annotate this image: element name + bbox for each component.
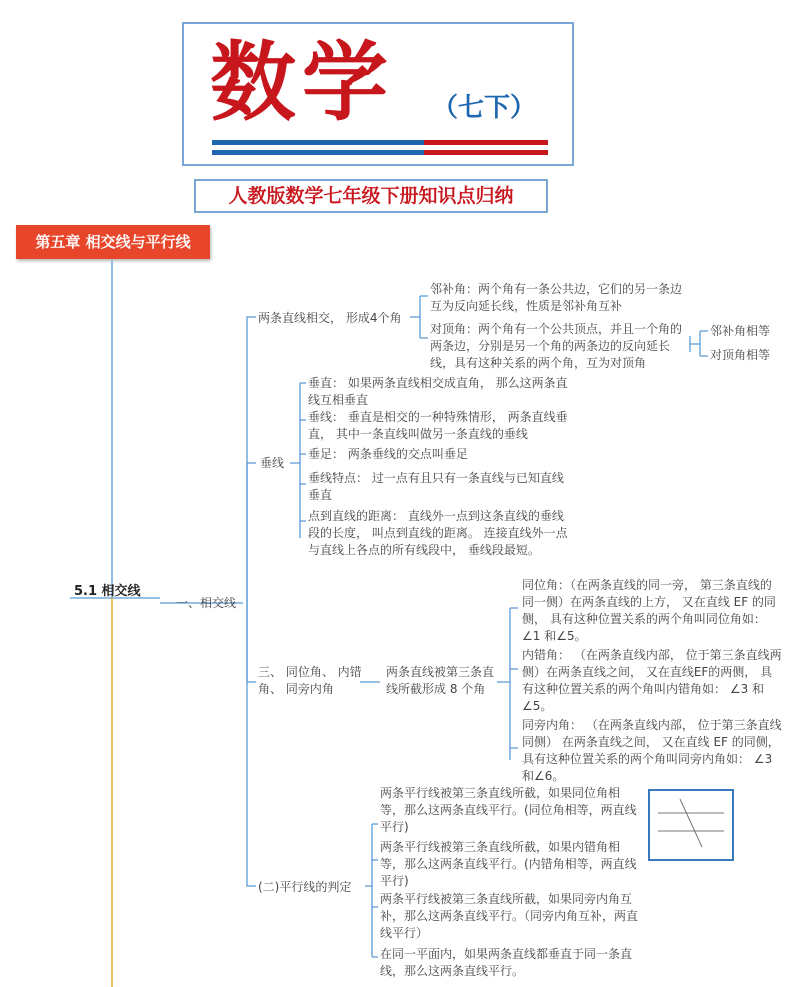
node-par-2[interactable]: 两条平行线被第三条直线所截，如果内错角相等，那么这两条直线平行。(内错角相等，两直线平行) bbox=[380, 840, 637, 888]
title-stripe-red bbox=[424, 140, 548, 145]
node-perp-1[interactable]: 垂直： 如果两条直线相交成直角， 那么这两条直线互相垂直 bbox=[308, 376, 568, 407]
math-title: 数学 bbox=[210, 32, 394, 133]
grade-label: （七下） bbox=[432, 93, 537, 123]
node-vertical[interactable]: 对顶角：两个角有一个公共顶点，并且一个角的两条边，分别是另一个角的两条边的反向延长线，具有这种关系的两个角，互为对顶角 bbox=[430, 322, 683, 370]
node-intersect[interactable]: 一、相交线 bbox=[176, 596, 237, 610]
title-stripe-red-2 bbox=[424, 150, 548, 155]
node-vert-eq[interactable]: 对顶角相等 bbox=[710, 348, 771, 362]
node-same-side[interactable]: 同旁内角： （在两条直线内部， 位于第三条直线同侧） 在两条直线之间， 又在直线 EF 的同侧， 具有这种位置关系的两个角叫同旁内角如： ∠3 和∠6。 bbox=[522, 718, 782, 783]
node-par-4[interactable]: 在同一平面内，如果两条直线都垂直于同一条直线，那么这两条直线平行。 bbox=[380, 947, 633, 978]
node-parallel[interactable]: (二)平行线的判定 bbox=[258, 880, 352, 894]
node-par-3[interactable]: 两条平行线被第三条直线所截，如果同旁内角互补，那么这两条直线平行。（同旁内角互补，两直线平行） bbox=[380, 892, 639, 940]
subtitle: 人教版数学七年级下册知识点归纳 bbox=[228, 185, 514, 207]
section-node[interactable]: 5.1 相交线 bbox=[74, 584, 141, 599]
node-perp-3[interactable]: 垂足： 两条垂线的交点叫垂足 bbox=[308, 447, 468, 461]
node-perp[interactable]: 垂线 bbox=[260, 456, 285, 470]
node-perp-5[interactable]: 点到直线的距离： 直线外一点到这条直线的垂线段的长度， 叫点到直线的距离。 连接直线外一点与直线上各点的所有线段中， 垂线段最短。 bbox=[308, 509, 568, 557]
node-adj-eq[interactable]: 邻补角相等 bbox=[710, 324, 771, 338]
node-two-lines[interactable]: 两条直线相交， 形成4个角 bbox=[258, 311, 402, 325]
parallel-lines-figure bbox=[650, 791, 732, 859]
node-three-angles[interactable]: 三、 同位角、 内错角、 同旁内角 bbox=[258, 665, 362, 696]
chapter-node[interactable]: 第五章 相交线与平行线 bbox=[16, 225, 210, 259]
parallel-lines-thumbnail[interactable] bbox=[648, 789, 734, 861]
node-perp-2[interactable]: 垂线： 垂直是相交的一种特殊情形， 两条直线垂直， 其中一条直线叫做另一条直线的垂线 bbox=[308, 410, 568, 441]
title-stripe-blue-2 bbox=[212, 150, 424, 155]
node-adjacent[interactable]: 邻补角：两个角有一条公共边，它们的另一条边互为反向延长线，性质是邻补角互补 bbox=[430, 282, 683, 313]
node-alternate[interactable]: 内错角： （在两条直线内部， 位于第三条直线两侧）在两条直线之间， 又在直线EF的两侧， 具有这种位置关系的两个角叫内错角如： ∠3 和∠5。 bbox=[522, 648, 782, 713]
node-par-1[interactable]: 两条平行线被第三条直线所截，如果同位角相等，那么这两条直线平行。(同位角相等，两直线平行) bbox=[380, 786, 637, 834]
node-eight-angles[interactable]: 两条直线被第三条直线所截形成 8 个角 bbox=[386, 665, 495, 696]
node-perp-4[interactable]: 垂线特点： 过一点有且只有一条直线与已知直线垂直 bbox=[308, 471, 564, 502]
title-stripe-blue bbox=[212, 140, 424, 145]
node-corresponding[interactable]: 同位角：（在两条直线的同一旁， 第三条直线的同一侧）在两条直线的上方， 又在直线 EF 的同侧， 具有这种位置关系的两个角叫同位角如： ∠1 和∠5。 bbox=[522, 578, 776, 643]
